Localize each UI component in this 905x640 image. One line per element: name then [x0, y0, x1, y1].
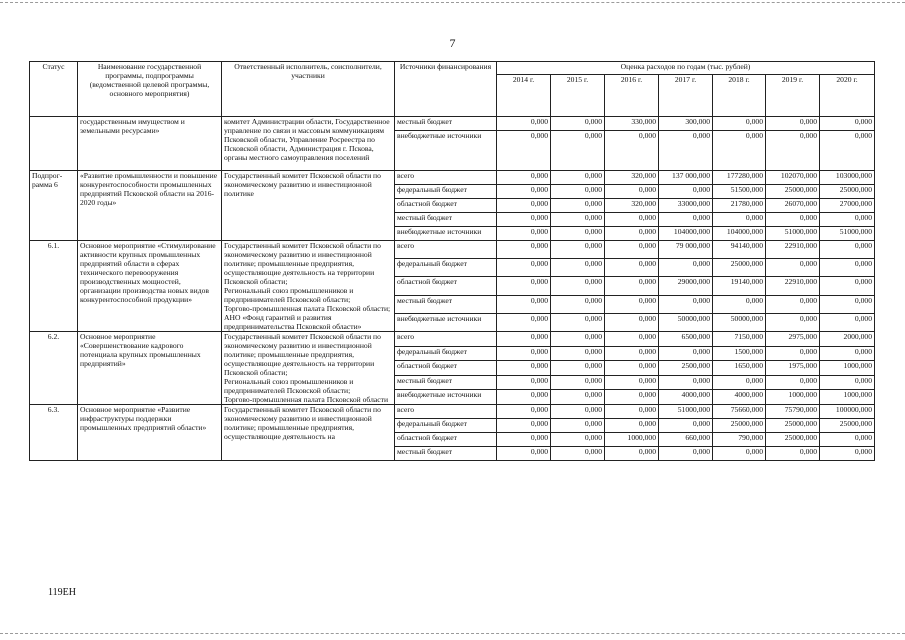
- source-cell: всего: [395, 171, 497, 185]
- value-cell: 0,000: [605, 361, 659, 376]
- value-cell: 0,000: [713, 375, 766, 390]
- status-cell: Подпрог- рамма 6: [30, 171, 78, 241]
- value-cell: 0,000: [659, 346, 713, 361]
- value-cell: 0,000: [497, 227, 551, 241]
- value-cell: 50000,000: [659, 313, 713, 331]
- value-cell: 0,000: [497, 117, 551, 131]
- budget-table: [29, 61, 875, 461]
- value-cell: 50000,000: [713, 313, 766, 331]
- value-cell: 25000,000: [820, 419, 875, 433]
- value-cell: 0,000: [605, 295, 659, 313]
- value-cell: 0,000: [820, 277, 875, 295]
- year-header: 2017 г.: [659, 75, 713, 117]
- value-cell: 0,000: [551, 241, 605, 259]
- year-header: 2019 г.: [766, 75, 820, 117]
- value-cell: 0,000: [605, 346, 659, 361]
- source-cell: всего: [395, 405, 497, 419]
- value-cell: 320,000: [605, 199, 659, 213]
- document-code: 119ЕН: [48, 587, 76, 598]
- value-cell: 0,000: [820, 346, 875, 361]
- value-cell: 1000,000: [766, 390, 820, 405]
- value-cell: 0,000: [497, 433, 551, 447]
- value-cell: 0,000: [605, 259, 659, 277]
- value-cell: 660,000: [659, 433, 713, 447]
- value-cell: 75660,000: [713, 405, 766, 419]
- year-header: 2015 г.: [551, 75, 605, 117]
- value-cell: 0,000: [551, 332, 605, 347]
- page-number: 7: [449, 36, 456, 50]
- executor-text: Торгово-промышленная палата Псковской области: [224, 395, 389, 404]
- value-cell: 0,000: [659, 185, 713, 199]
- value-cell: 6500,000: [659, 332, 713, 347]
- source-cell: областной бюджет: [395, 277, 497, 295]
- source-cell: всего: [395, 241, 497, 259]
- value-cell: 0,000: [713, 117, 766, 131]
- value-cell: 94140,000: [713, 241, 766, 259]
- source-cell: внебюджетные источники: [395, 390, 497, 405]
- value-cell: 33000,000: [659, 199, 713, 213]
- value-cell: 0,000: [497, 131, 551, 171]
- value-cell: 25000,000: [766, 185, 820, 199]
- value-cell: 0,000: [605, 332, 659, 347]
- value-cell: 330,000: [605, 117, 659, 131]
- value-cell: 100000,000: [820, 405, 875, 419]
- executor-header: Ответственный исполнитель, соисполнители, участники: [222, 62, 395, 117]
- program-cell: государственным имуществом и земельными ресурсами»: [78, 117, 222, 171]
- executor-cell: [222, 171, 395, 241]
- status-cell: [30, 117, 78, 171]
- value-cell: 0,000: [551, 346, 605, 361]
- value-cell: 0,000: [551, 375, 605, 390]
- source-cell: областной бюджет: [395, 433, 497, 447]
- source-cell: местный бюджет: [395, 117, 497, 131]
- value-cell: 2000,000: [820, 332, 875, 347]
- source-cell: местный бюджет: [395, 375, 497, 390]
- value-cell: 0,000: [820, 131, 875, 171]
- value-cell: 0,000: [551, 313, 605, 331]
- value-cell: 0,000: [551, 131, 605, 171]
- table-row: [30, 405, 875, 419]
- value-cell: 0,000: [820, 295, 875, 313]
- source-cell: местный бюджет: [395, 213, 497, 227]
- executor-cell: [222, 405, 395, 461]
- value-cell: 0,000: [497, 346, 551, 361]
- value-cell: 0,000: [766, 117, 820, 131]
- value-cell: 0,000: [713, 213, 766, 227]
- year-header: 2014 г.: [497, 75, 551, 117]
- value-cell: 0,000: [497, 277, 551, 295]
- value-cell: 0,000: [551, 447, 605, 461]
- value-cell: 0,000: [820, 433, 875, 447]
- value-cell: 0,000: [497, 171, 551, 185]
- value-cell: 0,000: [497, 405, 551, 419]
- table-row: [30, 117, 875, 131]
- value-cell: 1650,000: [713, 361, 766, 376]
- year-header: 2018 г.: [713, 75, 766, 117]
- source-cell: федеральный бюджет: [395, 346, 497, 361]
- program-cell: Основное мероприятие «Совершенствование кадрового потенциала крупных промышленных предприятий»: [78, 332, 222, 405]
- year-header: 2016 г.: [605, 75, 659, 117]
- value-cell: 0,000: [551, 405, 605, 419]
- value-cell: 4000,000: [713, 390, 766, 405]
- table-row: [30, 241, 875, 259]
- value-cell: 0,000: [766, 295, 820, 313]
- value-cell: 320,000: [605, 171, 659, 185]
- value-cell: 0,000: [551, 171, 605, 185]
- value-cell: 25000,000: [713, 259, 766, 277]
- value-cell: 0,000: [605, 213, 659, 227]
- value-cell: 0,000: [497, 361, 551, 376]
- value-cell: 26070,000: [766, 199, 820, 213]
- value-cell: 0,000: [659, 419, 713, 433]
- value-cell: 0,000: [551, 259, 605, 277]
- value-cell: 21780,000: [713, 199, 766, 213]
- value-cell: 0,000: [551, 419, 605, 433]
- value-cell: 22910,000: [766, 241, 820, 259]
- source-cell: федеральный бюджет: [395, 185, 497, 199]
- program-header: Наименование государственной программы, подпрограммы (ведомственной целевой программы, основного мероприятия): [78, 62, 222, 117]
- value-cell: 0,000: [551, 213, 605, 227]
- value-cell: 0,000: [497, 259, 551, 277]
- value-cell: 0,000: [605, 241, 659, 259]
- value-cell: 0,000: [497, 447, 551, 461]
- scan-edge-top: [0, 2, 905, 3]
- header-row: [30, 62, 875, 75]
- value-cell: 0,000: [605, 277, 659, 295]
- value-cell: 1975,000: [766, 361, 820, 376]
- value-cell: 22910,000: [766, 277, 820, 295]
- executor-text: Торгово-промышленная палата Псковской области; АНО «Фонд гарантий и развития предпринимательства Псковской области»: [224, 304, 391, 331]
- program-cell: Основное мероприятие «Стимулирование активности крупных промышленных предприятий области в сферах технического перевооружения производственных мощностей, организации производства новых видов конкурентоспособной продукции»: [78, 241, 222, 332]
- value-cell: 0,000: [551, 185, 605, 199]
- value-cell: 104000,000: [713, 227, 766, 241]
- value-cell: 7150,000: [713, 332, 766, 347]
- program-cell: Основное мероприятие «Развитие инфраструктуры поддержки промышленных предприятий области»: [78, 405, 222, 461]
- value-cell: 0,000: [659, 259, 713, 277]
- value-cell: 0,000: [551, 295, 605, 313]
- value-cell: 51000,000: [820, 227, 875, 241]
- value-cell: 0,000: [766, 346, 820, 361]
- value-cell: 0,000: [497, 199, 551, 213]
- value-cell: 0,000: [497, 295, 551, 313]
- executor-cell: [222, 332, 395, 405]
- value-cell: 1500,000: [713, 346, 766, 361]
- value-cell: 0,000: [551, 199, 605, 213]
- value-cell: 0,000: [820, 447, 875, 461]
- value-cell: 0,000: [605, 390, 659, 405]
- value-cell: 0,000: [766, 259, 820, 277]
- value-cell: 0,000: [820, 117, 875, 131]
- value-cell: 0,000: [766, 447, 820, 461]
- value-cell: 0,000: [497, 375, 551, 390]
- sources-header: Источники финансирования: [395, 62, 497, 117]
- estimate-header: Оценка расходов по годам (тыс. рублей): [497, 62, 875, 75]
- value-cell: 51000,000: [766, 227, 820, 241]
- value-cell: 0,000: [605, 419, 659, 433]
- status-cell: 6.3.: [30, 405, 78, 461]
- value-cell: 177280,000: [713, 171, 766, 185]
- source-cell: всего: [395, 332, 497, 347]
- value-cell: 0,000: [605, 313, 659, 331]
- value-cell: 0,000: [820, 241, 875, 259]
- value-cell: 0,000: [659, 131, 713, 171]
- value-cell: 0,000: [766, 313, 820, 331]
- value-cell: 0,000: [713, 131, 766, 171]
- value-cell: 1000,000: [820, 361, 875, 376]
- value-cell: 0,000: [551, 227, 605, 241]
- value-cell: 0,000: [766, 131, 820, 171]
- value-cell: 0,000: [605, 131, 659, 171]
- value-cell: 27000,000: [820, 199, 875, 213]
- executor-text: Региональный союз промышленников и предпринимателей Псковской области;: [224, 286, 354, 304]
- executor-text: Государственный комитет Псковской области по экономическому развитию и инвестиционной политике; промышленные предприятия, осуществляющие деятельность на территории Псковской области;: [224, 241, 381, 286]
- value-cell: 75790,000: [766, 405, 820, 419]
- value-cell: 1000,000: [605, 433, 659, 447]
- value-cell: 0,000: [659, 375, 713, 390]
- value-cell: 2500,000: [659, 361, 713, 376]
- value-cell: 0,000: [820, 259, 875, 277]
- value-cell: 51500,000: [713, 185, 766, 199]
- value-cell: 0,000: [497, 313, 551, 331]
- source-cell: федеральный бюджет: [395, 419, 497, 433]
- source-cell: местный бюджет: [395, 295, 497, 313]
- value-cell: 104000,000: [659, 227, 713, 241]
- value-cell: 0,000: [551, 277, 605, 295]
- value-cell: 0,000: [766, 375, 820, 390]
- value-cell: 0,000: [497, 185, 551, 199]
- status-cell: 6.2.: [30, 332, 78, 405]
- value-cell: 4000,000: [659, 390, 713, 405]
- value-cell: 0,000: [605, 447, 659, 461]
- value-cell: 51000,000: [659, 405, 713, 419]
- value-cell: 0,000: [820, 375, 875, 390]
- value-cell: 29000,000: [659, 277, 713, 295]
- value-cell: 19140,000: [713, 277, 766, 295]
- value-cell: 25000,000: [766, 433, 820, 447]
- status-header: Статус: [30, 62, 78, 117]
- value-cell: 0,000: [659, 213, 713, 227]
- source-cell: внебюджетные источники: [395, 227, 497, 241]
- executor-cell: [222, 117, 395, 171]
- executor-text: Государственный комитет Псковской области по экономическому развитию и инвестиционной политике; промышленные предприятия, осуществляющие деятельность на территории Псковской области;: [224, 332, 381, 377]
- value-cell: 0,000: [659, 447, 713, 461]
- scan-edge-bottom: [0, 633, 905, 634]
- value-cell: 1000,000: [820, 390, 875, 405]
- executor-text: Государственный комитет Псковской области по экономическому развитию и инвестиционной политике: [224, 171, 381, 198]
- value-cell: 0,000: [497, 213, 551, 227]
- source-cell: областной бюджет: [395, 199, 497, 213]
- value-cell: 0,000: [497, 390, 551, 405]
- value-cell: 0,000: [551, 390, 605, 405]
- value-cell: 25000,000: [713, 419, 766, 433]
- value-cell: 0,000: [551, 433, 605, 447]
- value-cell: 2975,000: [766, 332, 820, 347]
- value-cell: 0,000: [497, 332, 551, 347]
- value-cell: 0,000: [713, 295, 766, 313]
- source-cell: местный бюджет: [395, 447, 497, 461]
- source-cell: внебюджетные источники: [395, 131, 497, 171]
- value-cell: 0,000: [551, 361, 605, 376]
- value-cell: 25000,000: [820, 185, 875, 199]
- source-cell: федеральный бюджет: [395, 259, 497, 277]
- value-cell: 0,000: [820, 213, 875, 227]
- value-cell: 0,000: [605, 405, 659, 419]
- program-cell: «Развитие промышленности и повышение конкурентоспособности промышленных предприятий Псковской области на 2016-2020 годы»: [78, 171, 222, 241]
- value-cell: 79 000,000: [659, 241, 713, 259]
- value-cell: 0,000: [766, 213, 820, 227]
- value-cell: 0,000: [497, 419, 551, 433]
- value-cell: 103000,000: [820, 171, 875, 185]
- source-cell: областной бюджет: [395, 361, 497, 376]
- table-row: [30, 171, 875, 185]
- value-cell: 25000,000: [766, 419, 820, 433]
- executor-text: Региональный союз промышленников и предпринимателей Псковской области;: [224, 377, 354, 395]
- value-cell: 0,000: [605, 375, 659, 390]
- value-cell: 0,000: [551, 117, 605, 131]
- executor-cell: [222, 241, 395, 332]
- value-cell: 790,000: [713, 433, 766, 447]
- year-header: 2020 г.: [820, 75, 875, 117]
- status-cell: 6.1.: [30, 241, 78, 332]
- value-cell: 0,000: [659, 295, 713, 313]
- value-cell: 0,000: [497, 241, 551, 259]
- value-cell: 0,000: [820, 313, 875, 331]
- value-cell: 0,000: [605, 227, 659, 241]
- value-cell: 0,000: [605, 185, 659, 199]
- table-body: [30, 117, 875, 461]
- value-cell: 137 000,000: [659, 171, 713, 185]
- value-cell: 0,000: [713, 447, 766, 461]
- source-cell: внебюджетные источники: [395, 313, 497, 331]
- value-cell: 102070,000: [766, 171, 820, 185]
- table-row: [30, 332, 875, 347]
- executor-text: Государственный комитет Псковской области по экономическому развитию и инвестиционной политике; промышленные предприятия, осуществляющие деятельность на: [224, 405, 381, 441]
- executor-text: комитет Администрации области, Государственное управление по связи и массовым коммуникациям Псковской области, Управление Росреестра по Псковской области, Администрация г. Пскова, органы местного самоуправления поселений: [224, 117, 390, 162]
- value-cell: 300,000: [659, 117, 713, 131]
